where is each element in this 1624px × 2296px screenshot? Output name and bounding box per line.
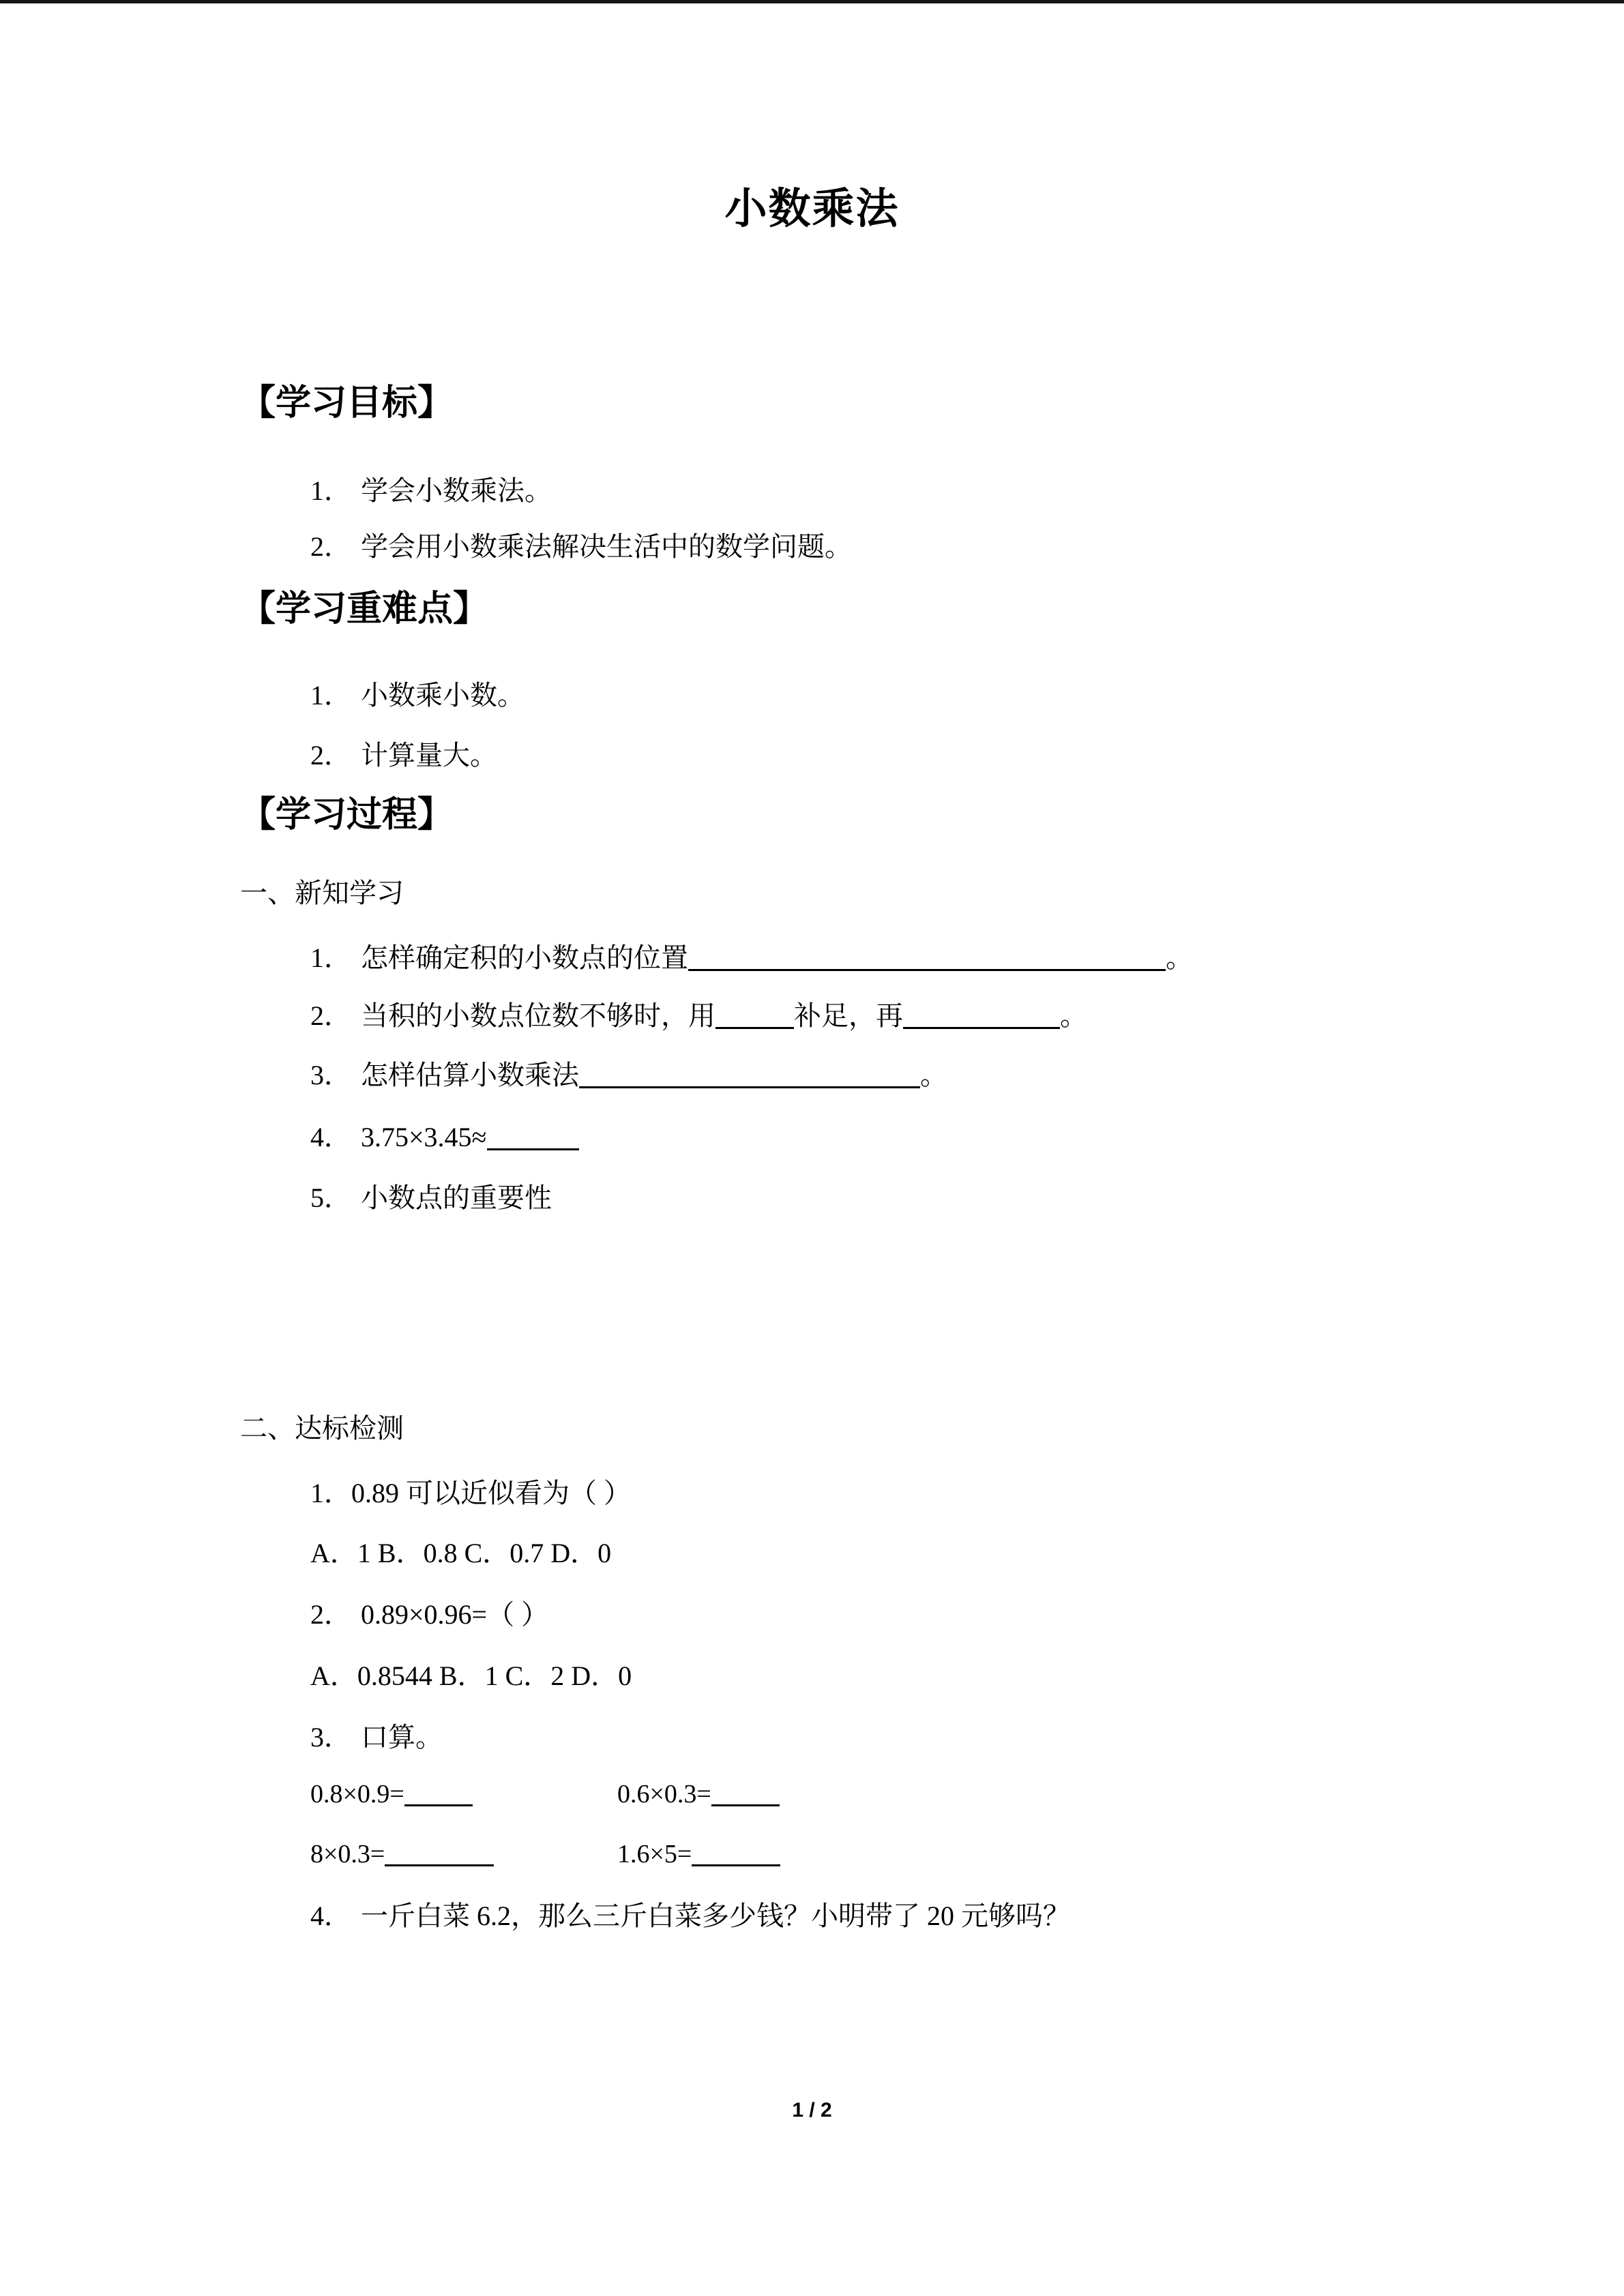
goal-item-2	[310, 533, 852, 561]
keypoint-item-1-number: 1．	[310, 680, 351, 711]
new-knowledge-item-3-number: 3．	[310, 1060, 351, 1090]
mental-calc-cell-2	[617, 1781, 924, 1807]
mental-calc-expr-3: 8×0.3=	[310, 1840, 385, 1868]
keypoint-item-1	[310, 682, 525, 709]
section-heading-key-difficulties: 【学习重难点】	[240, 590, 489, 629]
mental-calc-blank-4[interactable]	[692, 1841, 780, 1866]
new-knowledge-item-2	[310, 1002, 1087, 1030]
new-knowledge-item-2-blank-1[interactable]	[715, 1004, 794, 1029]
new-knowledge-item-2-number: 2．	[310, 1000, 351, 1031]
assessment-q2-number: 2．	[310, 1599, 351, 1630]
new-knowledge-item-5-text: 小数点的重要性	[361, 1182, 552, 1213]
new-knowledge-item-3-text: 怎样估算小数乘法	[361, 1060, 579, 1090]
keypoint-item-1-text: 小数乘小数。	[361, 680, 525, 711]
page-number-footer: 1 / 2	[792, 2099, 832, 2121]
keypoint-item-2	[310, 742, 497, 769]
new-knowledge-item-3-blank[interactable]	[579, 1063, 920, 1088]
new-knowledge-item-4-blank[interactable]	[487, 1125, 579, 1150]
assessment-q4-number: 4．	[310, 1900, 351, 1931]
assessment-q3	[310, 1724, 443, 1751]
assessment-q1-number: 1．	[310, 1478, 351, 1508]
new-knowledge-item-2-text-before: 当积的小数点位数不够时，用	[361, 1000, 715, 1031]
mental-calc-cell-1	[310, 1781, 617, 1807]
new-knowledge-item-1-period: 。	[1166, 942, 1193, 973]
section-heading-learning-goals: 【学习目标】	[240, 384, 454, 423]
new-knowledge-item-2-blank-2[interactable]	[903, 1004, 1060, 1029]
mental-calc-cell-4	[617, 1841, 924, 1867]
goal-item-2-number: 2．	[310, 531, 351, 562]
new-knowledge-item-1-number: 1．	[310, 942, 351, 973]
mental-calc-blank-1[interactable]	[404, 1781, 473, 1806]
assessment-q4-text: 一斤白菜 6.2，那么三斤白菜多少钱？小明带了 20 元够吗？	[361, 1900, 1070, 1931]
new-knowledge-item-4	[310, 1124, 579, 1151]
assessment-q2	[310, 1601, 548, 1628]
keypoint-item-2-number: 2．	[310, 740, 351, 771]
assessment-q1-options[interactable]: A．1 B．0.8 C．0.7 D．0	[310, 1538, 612, 1568]
mental-calc-cell-3	[310, 1841, 617, 1867]
assessment-q1	[310, 1480, 631, 1507]
subsection-assessment-label: 二、达标检测	[240, 1413, 404, 1444]
assessment-q3-number: 3．	[310, 1722, 351, 1753]
new-knowledge-item-1	[310, 944, 1193, 972]
assessment-q2-text: 0.89×0.96=（ ）	[361, 1599, 549, 1630]
new-knowledge-item-1-blank[interactable]	[688, 946, 1166, 971]
new-knowledge-item-3	[310, 1062, 947, 1089]
mental-calc-expr-2: 0.6×0.3=	[617, 1780, 711, 1808]
mental-calc-blank-2[interactable]	[711, 1781, 780, 1806]
subsection-new-knowledge-label: 一、新知学习	[240, 878, 404, 908]
mental-calc-expr-1: 0.8×0.9=	[310, 1780, 404, 1808]
assessment-q1-text: 0.89 可以近似看为（ ）	[351, 1478, 631, 1508]
page-title: 小数乘法	[724, 186, 900, 233]
keypoint-item-2-text: 计算量大。	[361, 740, 497, 771]
new-knowledge-item-5-number: 5．	[310, 1182, 351, 1213]
goal-item-1-text: 学会小数乘法。	[361, 475, 552, 506]
mental-calc-expr-4: 1.6×5=	[617, 1840, 692, 1868]
new-knowledge-item-5	[310, 1184, 552, 1212]
goal-item-1-number: 1．	[310, 475, 351, 506]
goal-item-1	[310, 477, 552, 505]
goal-item-2-text: 学会用小数乘法解决生活中的数学问题。	[361, 531, 852, 562]
assessment-q4	[310, 1900, 1070, 1931]
assessment-q3-text: 口算。	[361, 1722, 443, 1753]
mental-calc-row-2	[310, 1841, 1265, 1867]
answer-workspace-area[interactable]	[310, 1227, 1265, 1398]
new-knowledge-item-4-number: 4．	[310, 1122, 351, 1152]
new-knowledge-item-3-period: 。	[920, 1060, 947, 1090]
new-knowledge-item-4-expression: 3.75×3.45≈	[361, 1122, 487, 1152]
assessment-q2-options[interactable]: A．0.8544 B．1 C．2 D．0	[310, 1660, 632, 1691]
new-knowledge-item-2-text-mid: 补足，再	[794, 1000, 903, 1031]
section-heading-learning-process: 【学习过程】	[240, 796, 454, 835]
mental-calc-blank-3[interactable]	[385, 1841, 494, 1866]
new-knowledge-item-1-text: 怎样确定积的小数点的位置	[361, 942, 688, 973]
mental-calc-row-1	[310, 1781, 1265, 1807]
new-knowledge-item-2-period: 。	[1060, 1000, 1087, 1031]
